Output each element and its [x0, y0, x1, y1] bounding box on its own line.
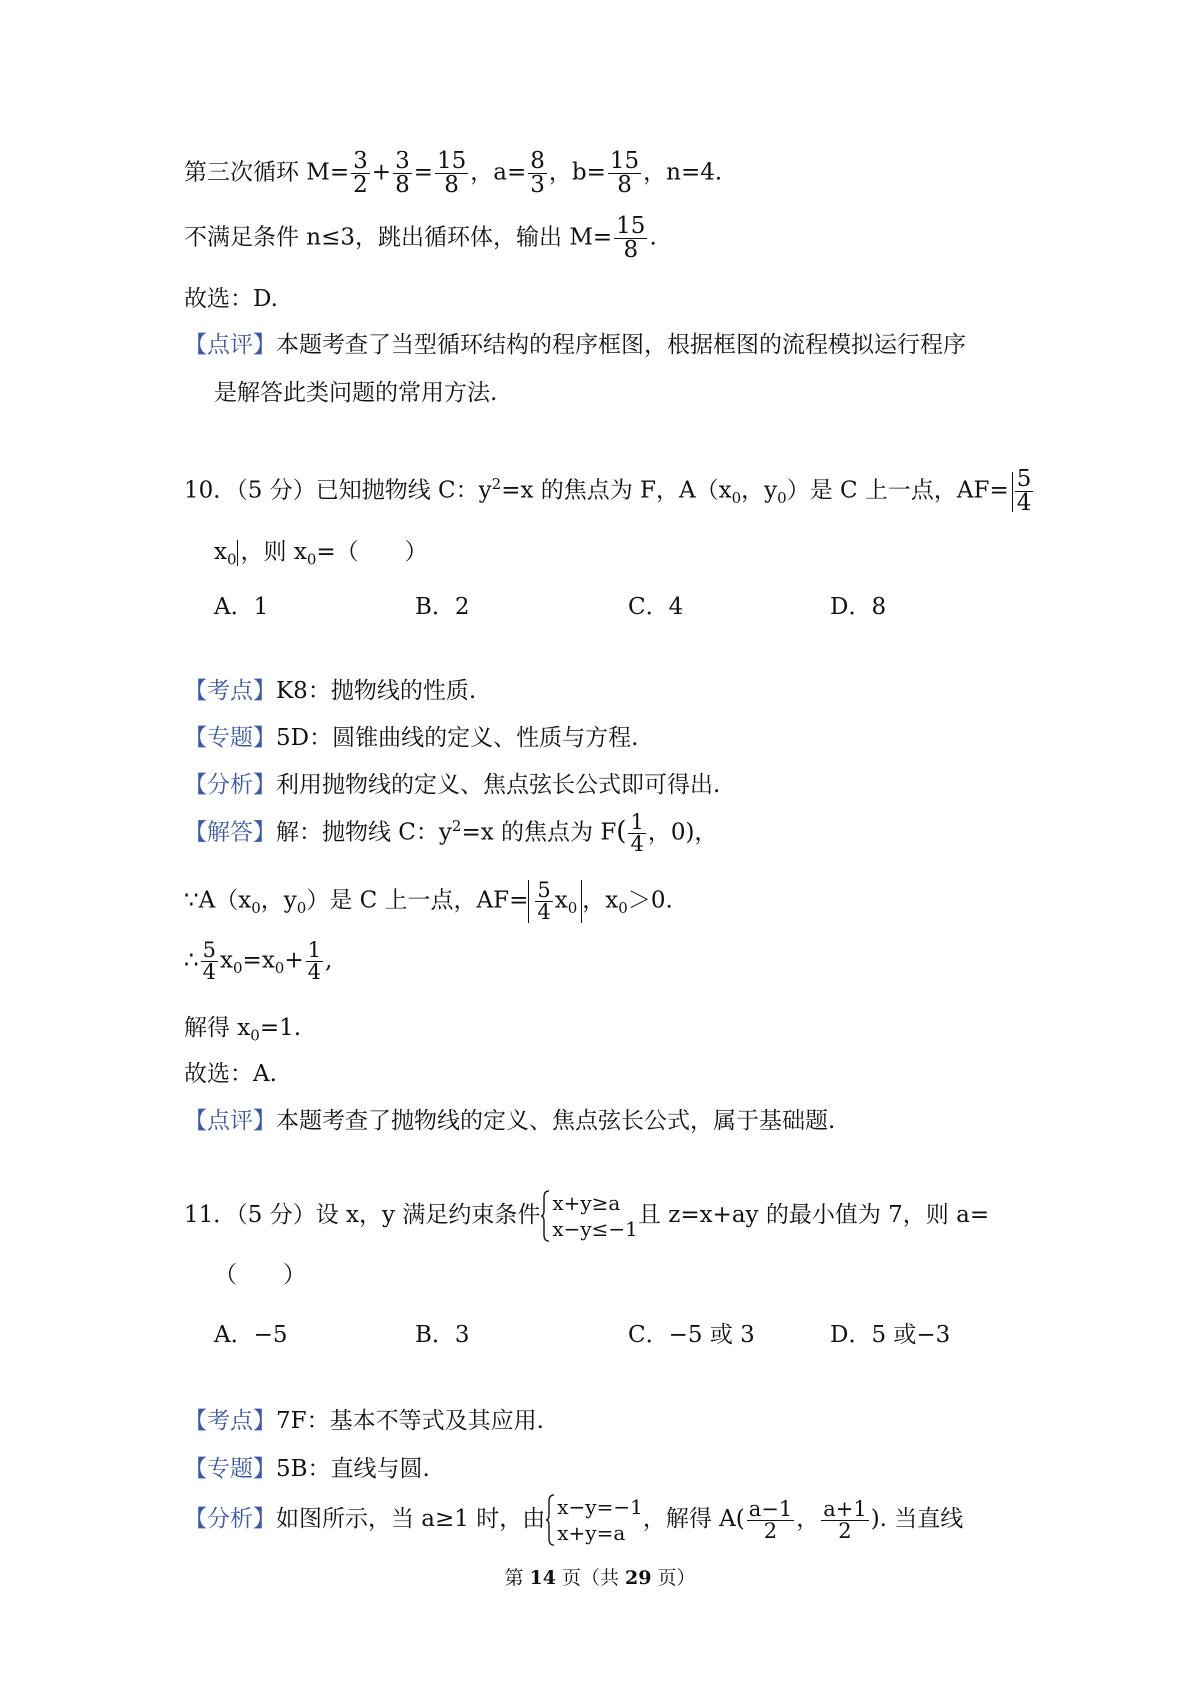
fraction: $\frac{3}{2}$ [353, 148, 368, 198]
zhuanti-q11: 【专题】5B：直线与圆. [184, 1456, 430, 1482]
question-11: 11．（5 分）设 x，y 满足约束条件 x+y≥a x−y≤−1 且 z=x+ay 的最小值为 7，则 a= [184, 1191, 990, 1241]
fraction: $\frac{5}{4}$ [202, 938, 217, 984]
option-b: B．2 [415, 594, 470, 620]
page-footer: 第 14 页（共 29 页） [504, 1567, 696, 1589]
brace-icon [540, 1190, 550, 1242]
comment-q9: 【点评】本题考查了当型循环结构的程序框图，根据框图的流程模拟运行程序 [184, 332, 966, 358]
option-c: C．−5 或 3 [628, 1322, 755, 1348]
fraction: $\frac{15}{8}$ [609, 148, 640, 198]
answer-line-q9: 故选：D. [184, 286, 278, 312]
comment-q9-cont: 是解答此类问题的常用方法. [214, 380, 498, 406]
equation-system: x−y=−1 x+y=a [545, 1494, 643, 1546]
option-c: C．4 [628, 594, 684, 620]
constraint-system: x+y≥a x−y≤−1 [540, 1190, 638, 1242]
jieda-q10: 【解答】解：抛物线 C：$y^2=x$ 的焦点为 F( $\frac{1}{4}$ ，0)， [184, 810, 718, 856]
therefore-line-q10: ∴ $\frac{5}{4}$ $x_0=x_0+$ $\frac{1}{4}$ , [184, 938, 333, 984]
question-10: 10．（5 分）已知抛物线 C：$y^2=x$ 的焦点为 F，$A(x_0$，$y_0$）是 C 上一点，AF= $\frac{5}{4}$ [184, 466, 1032, 516]
answer-line-q10: 故选：A. [184, 1061, 277, 1087]
fenxi-q11: 【分析】如图所示，当 a≥1 时，由 x−y=−1 x+y=a ，解得 A( $\frac{a-1}{2}$ ， $\frac{a+1}{2}$ ). 当直线 [184, 1495, 964, 1545]
fraction: $\frac{a+1}{2}$ [823, 1496, 867, 1543]
fraction: $\frac{8}{3}$ [530, 148, 545, 198]
kaodian-q11: 【考点】7F：基本不等式及其应用. [184, 1408, 544, 1434]
question-10-cont: $x_0$ ，则 $x_0=$（ ） [214, 539, 428, 569]
dianping-q10: 【点评】本题考查了抛物线的定义、焦点弦长公式，属于基础题. [184, 1108, 836, 1134]
option-b: B．3 [415, 1322, 470, 1348]
kaodian-q10: 【考点】K8：抛物线的性质. [184, 678, 477, 704]
option-a: A．−5 [214, 1322, 288, 1348]
fenxi-q10: 【分析】利用抛物线的定义、焦点弦长公式即可得出. [184, 772, 721, 798]
zhuanti-q10: 【专题】5D：圆锥曲线的定义、性质与方程. [184, 725, 639, 751]
option-d: D．5 或−3 [830, 1322, 951, 1348]
fraction: $\frac{5}{4}$ [1016, 466, 1032, 516]
abs-bar-right [237, 540, 238, 566]
fraction: $\frac{5}{4}$ [537, 878, 551, 924]
fraction: $\frac{1}{4}$ [630, 810, 644, 856]
abs-bar-left [1012, 472, 1013, 512]
section-tag: 【点评】 [184, 332, 276, 358]
fraction: $\frac{15}{8}$ [616, 213, 646, 263]
question-11-cont: （ ） [214, 1262, 306, 1288]
fraction: $\frac{15}{8}$ [436, 148, 467, 198]
abs-value: $\frac{5}{4}$ $x_0$ [528, 880, 582, 923]
fraction: $\frac{3}{8}$ [395, 148, 410, 198]
brace-icon [545, 1494, 555, 1546]
solve-line-q10: 解得 $x_0=1$. [184, 1015, 302, 1045]
page-total: 29 [625, 1567, 652, 1589]
option-d: D．8 [830, 594, 887, 620]
fraction: $\frac{a-1}{2}$ [748, 1496, 793, 1543]
loop-line: 第三次循环 M= $\frac{3}{2}$ + $\frac{3}{8}$ = $\frac{15}{8}$ ，a= $\frac{8}{3}$ ，b= $\frac{15}{8}$ ，n=4. [184, 148, 723, 198]
because-line-q10: $\because A(x_0$，$y_0$）是 C 上一点，AF= $\frac{5}{4}$ $x_0$ ，$x_0>0$. [184, 878, 673, 924]
fraction: $\frac{1}{4}$ [307, 938, 321, 984]
option-a: A．1 [214, 594, 269, 620]
exit-line: 不满足条件 n≤3，跳出循环体，输出 M= $\frac{15}{8}$ . [184, 213, 657, 263]
page-number: 14 [529, 1567, 556, 1589]
